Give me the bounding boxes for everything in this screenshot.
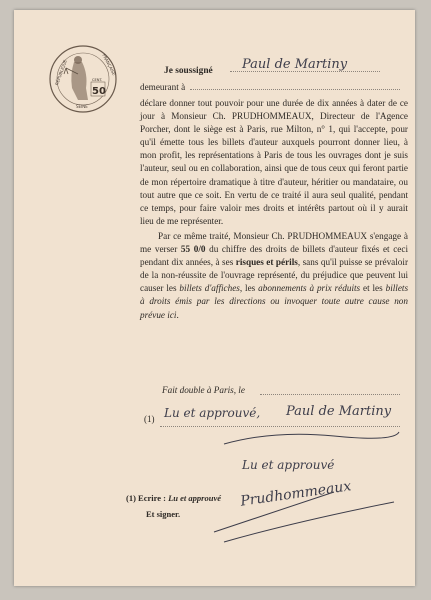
approval-handwriting-2: Lu et approuvé xyxy=(242,458,335,472)
signed-label: Je soussigné xyxy=(164,66,213,76)
signed-row xyxy=(164,57,404,80)
name-handwriting-1: Paul de Martiny xyxy=(286,404,392,419)
paragraph-terms: Par ce même traité, Monsieur Ch. PRUDHOMMEAUX s'engage à me verser 55 0/0 du chiffre des droits de billets d'auteur fixés et ceci pendant dix années, à ses risques et périls, sans qu'il puisse se prévaloir de la non-réussite de l'ouvrage représenté, du préjudice que peuvent lui causer les billets d'affiches, les abonnements à prix réduits et les billets à droits émis par les directions ou invoquer toute autre cause non prévue ici. xyxy=(140,230,409,320)
paragraph-powers: déclare donner tout pouvoir pour une durée de dix années à dater de ce jour à Monsieur Ch. PRUDHOMMEAUX, Directeur de l'Agence Porcher, dont le siège est à Paris, rue Milton, n° 1, qui l'accepte, pour qu'il émette tous les billets d'auteur auxquels pourront donner lieu, à mon profit, les représentations à Paris de tous les ouvrages dont je suis l'auteur, seul ou en collaboration, ainsi que de tous ceux qui feront partie de mon répertoire dramatique à titre d'auteur, héritier ou mandataire, ou tout autre que ce soit. En vertu de ce traité il aura seul qualité, pendant ce temps, pour faire valoir mes droits et intérêts partout où il y aurait lieu de me représenter. xyxy=(140,98,408,226)
note-marker: (1) xyxy=(144,414,155,424)
footnote-line-1: (1) Ecrire : Lu et approuvé xyxy=(126,493,221,503)
stamp-arc-right: FRANÇAISE xyxy=(101,53,117,77)
approval-handwriting-1: Lu et approuvé, xyxy=(164,406,261,420)
document-body xyxy=(140,97,408,322)
residing-label: demeurant à xyxy=(140,82,186,92)
percentage-text: 55 0/0 xyxy=(180,244,206,255)
footnote-line-2: Et signer. xyxy=(146,509,181,519)
stamp-arc-left: RÉPUBLIQUE xyxy=(54,59,68,86)
risk-text: risques et périls xyxy=(235,257,298,268)
stamp-unit: CENT. xyxy=(92,78,103,82)
signed-name-handwriting: Paul de Martiny xyxy=(242,57,348,72)
fait-double-label: Fait double à Paris, le xyxy=(162,385,245,395)
stamp-value: 50 xyxy=(92,86,106,97)
stamp-bottom: SEINE xyxy=(76,104,88,109)
signature-flourish-2 xyxy=(194,472,404,552)
document-sheet xyxy=(14,10,415,586)
signature-flourish-1 xyxy=(214,422,404,452)
signature-handwriting-2: Prudhommeaux xyxy=(239,478,353,510)
fiscal-stamp xyxy=(48,44,118,114)
